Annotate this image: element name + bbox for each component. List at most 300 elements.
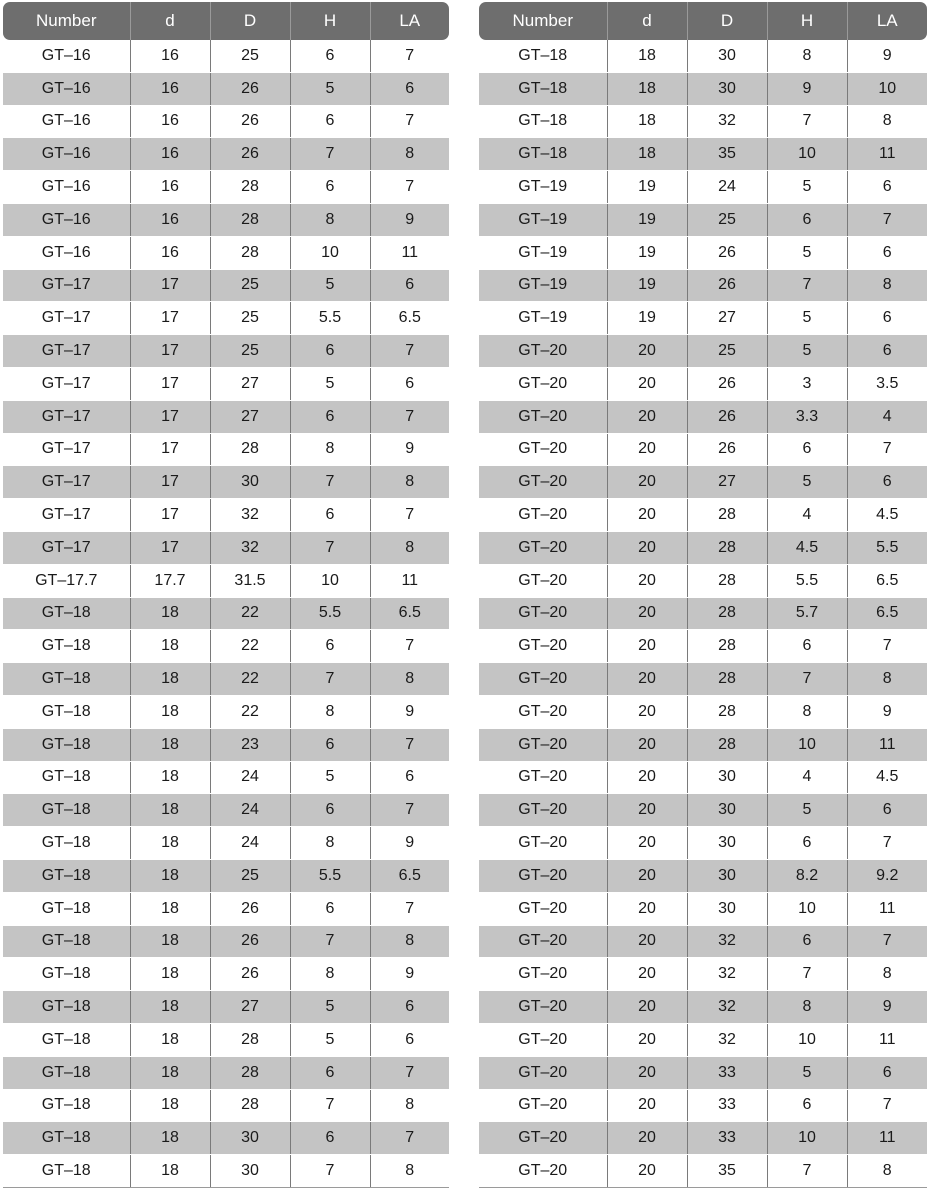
cell-number: GT–19	[479, 269, 607, 302]
cell-d-large: 24	[210, 827, 290, 860]
cell-d-large: 28	[210, 203, 290, 236]
cell-la: 11	[847, 138, 927, 171]
cell-number: GT–20	[479, 367, 607, 400]
cell-h: 6	[767, 433, 847, 466]
cell-la: 6	[370, 1023, 449, 1056]
cell-la: 11	[847, 892, 927, 925]
cell-d-small: 20	[607, 925, 687, 958]
cell-d-small: 20	[607, 335, 687, 368]
table-row	[3, 663, 449, 696]
table-row	[479, 400, 927, 433]
cell-d-large: 30	[210, 466, 290, 499]
cell-d-large: 32	[687, 105, 767, 138]
cell-h: 7	[767, 663, 847, 696]
cell-d-large: 30	[687, 40, 767, 72]
cell-la: 6	[370, 367, 449, 400]
table-row	[3, 499, 449, 532]
cell-d-small: 20	[607, 499, 687, 532]
cell-la: 7	[370, 40, 449, 72]
cell-la: 7	[370, 892, 449, 925]
cell-d-small: 20	[607, 630, 687, 663]
table-row	[479, 761, 927, 794]
cell-d-large: 25	[687, 335, 767, 368]
cell-la: 9	[847, 991, 927, 1024]
cell-la: 7	[847, 1089, 927, 1122]
cell-d-large: 32	[210, 499, 290, 532]
cell-d-small: 20	[607, 564, 687, 597]
table-row	[3, 1089, 449, 1122]
cell-number: GT–16	[3, 171, 130, 204]
cell-d-small: 16	[130, 171, 210, 204]
table-row	[479, 925, 927, 958]
cell-la: 9	[370, 203, 449, 236]
cell-d-small: 16	[130, 105, 210, 138]
cell-d-large: 30	[687, 827, 767, 860]
cell-h: 6	[290, 171, 370, 204]
cell-number: GT–18	[3, 663, 130, 696]
cell-number: GT–20	[479, 859, 607, 892]
cell-number: GT–19	[479, 171, 607, 204]
table-row	[479, 892, 927, 925]
cell-h: 5	[290, 1023, 370, 1056]
table-body-left	[3, 40, 449, 1187]
cell-la: 7	[847, 827, 927, 860]
cell-h: 10	[767, 728, 847, 761]
cell-d-small: 20	[607, 466, 687, 499]
cell-h: 8	[767, 991, 847, 1024]
cell-h: 7	[767, 105, 847, 138]
cell-h: 7	[767, 269, 847, 302]
cell-number: GT–18	[3, 630, 130, 663]
cell-number: GT–20	[479, 958, 607, 991]
cell-d-small: 19	[607, 203, 687, 236]
cell-d-large: 28	[687, 728, 767, 761]
cell-la: 6	[847, 302, 927, 335]
cell-number: GT–20	[479, 597, 607, 630]
cell-d-small: 18	[130, 663, 210, 696]
cell-la: 9	[370, 958, 449, 991]
table-row	[3, 335, 449, 368]
cell-la: 8	[370, 466, 449, 499]
cell-d-large: 28	[687, 564, 767, 597]
cell-h: 6	[290, 630, 370, 663]
cell-h: 8	[290, 958, 370, 991]
table-row	[3, 433, 449, 466]
cell-number: GT–18	[3, 1155, 130, 1188]
cell-number: GT–18	[3, 958, 130, 991]
cell-d-large: 26	[687, 367, 767, 400]
cell-d-large: 28	[687, 597, 767, 630]
cell-la: 11	[847, 1122, 927, 1155]
cell-la: 4.5	[847, 761, 927, 794]
table-row	[479, 138, 927, 171]
cell-number: GT–18	[3, 827, 130, 860]
cell-d-small: 19	[607, 302, 687, 335]
cell-d-large: 30	[210, 1155, 290, 1188]
header-d-small: d	[607, 2, 687, 40]
cell-d-small: 16	[130, 236, 210, 269]
cell-number: GT–18	[479, 72, 607, 105]
cell-number: GT–16	[3, 72, 130, 105]
cell-d-large: 26	[210, 72, 290, 105]
cell-d-small: 17	[130, 302, 210, 335]
table-row	[3, 531, 449, 564]
table-row	[479, 958, 927, 991]
table-row	[479, 302, 927, 335]
cell-number: GT–20	[479, 695, 607, 728]
header-number: Number	[3, 2, 130, 40]
cell-d-large: 32	[687, 991, 767, 1024]
header-h: H	[767, 2, 847, 40]
table-row	[479, 72, 927, 105]
table-row	[3, 728, 449, 761]
cell-number: GT–16	[3, 138, 130, 171]
cell-number: GT–17	[3, 531, 130, 564]
cell-number: GT–20	[479, 892, 607, 925]
cell-la: 8	[847, 269, 927, 302]
table-row	[479, 630, 927, 663]
cell-number: GT–18	[3, 597, 130, 630]
table-row	[479, 1122, 927, 1155]
cell-la: 7	[847, 203, 927, 236]
cell-h: 7	[290, 1089, 370, 1122]
cell-number: GT–16	[3, 40, 130, 72]
cell-h: 5	[290, 367, 370, 400]
cell-d-small: 20	[607, 827, 687, 860]
cell-number: GT–20	[479, 827, 607, 860]
cell-h: 6	[767, 827, 847, 860]
table-row	[3, 925, 449, 958]
cell-d-small: 20	[607, 892, 687, 925]
cell-d-small: 19	[607, 236, 687, 269]
table-row	[3, 72, 449, 105]
cell-number: GT–18	[3, 794, 130, 827]
cell-la: 9	[847, 695, 927, 728]
cell-h: 6	[767, 1089, 847, 1122]
cell-d-small: 20	[607, 433, 687, 466]
cell-d-small: 17	[130, 269, 210, 302]
header-d-small: d	[130, 2, 210, 40]
cell-la: 9	[847, 40, 927, 72]
cell-d-large: 32	[687, 958, 767, 991]
cell-d-large: 28	[210, 171, 290, 204]
cell-d-small: 20	[607, 728, 687, 761]
cell-d-large: 28	[210, 1056, 290, 1089]
cell-d-small: 17	[130, 499, 210, 532]
cell-number: GT–19	[479, 203, 607, 236]
cell-d-large: 27	[210, 991, 290, 1024]
table-row	[479, 728, 927, 761]
cell-d-small: 20	[607, 1122, 687, 1155]
table-row	[3, 794, 449, 827]
cell-number: GT–18	[3, 761, 130, 794]
table-row	[479, 663, 927, 696]
table-row	[3, 859, 449, 892]
cell-d-small: 16	[130, 138, 210, 171]
cell-d-large: 33	[687, 1089, 767, 1122]
header-la: LA	[847, 2, 927, 40]
cell-number: GT–20	[479, 761, 607, 794]
cell-d-small: 20	[607, 695, 687, 728]
cell-h: 7	[290, 663, 370, 696]
cell-d-large: 26	[210, 925, 290, 958]
cell-d-large: 28	[210, 1023, 290, 1056]
cell-number: GT–17	[3, 499, 130, 532]
cell-h: 10	[767, 1122, 847, 1155]
cell-d-small: 18	[130, 728, 210, 761]
cell-h: 5	[767, 171, 847, 204]
cell-d-large: 33	[687, 1056, 767, 1089]
cell-number: GT–20	[479, 433, 607, 466]
cell-d-large: 26	[687, 400, 767, 433]
cell-la: 6	[370, 991, 449, 1024]
cell-number: GT–20	[479, 663, 607, 696]
cell-la: 11	[847, 1023, 927, 1056]
cell-d-small: 18	[130, 892, 210, 925]
cell-d-large: 28	[210, 236, 290, 269]
cell-la: 8	[370, 663, 449, 696]
cell-h: 4	[767, 761, 847, 794]
table-row	[3, 597, 449, 630]
cell-d-small: 16	[130, 72, 210, 105]
cell-d-large: 26	[210, 138, 290, 171]
cell-la: 6.5	[370, 859, 449, 892]
cell-la: 8	[370, 531, 449, 564]
cell-h: 6	[290, 728, 370, 761]
cell-h: 7	[767, 958, 847, 991]
cell-number: GT–16	[3, 105, 130, 138]
table-row	[479, 859, 927, 892]
cell-h: 5	[290, 72, 370, 105]
header-number: Number	[479, 2, 607, 40]
table-header-row	[479, 2, 927, 40]
cell-number: GT–18	[3, 892, 130, 925]
table-row	[3, 827, 449, 860]
cell-number: GT–16	[3, 236, 130, 269]
cell-la: 6	[370, 761, 449, 794]
cell-d-small: 19	[607, 269, 687, 302]
cell-la: 6	[370, 72, 449, 105]
cell-h: 6	[767, 203, 847, 236]
cell-number: GT–20	[479, 630, 607, 663]
cell-la: 6.5	[370, 302, 449, 335]
cell-number: GT–18	[3, 1056, 130, 1089]
cell-h: 5	[767, 302, 847, 335]
cell-la: 10	[847, 72, 927, 105]
cell-number: GT–20	[479, 991, 607, 1024]
cell-la: 8	[847, 663, 927, 696]
cell-la: 4.5	[847, 499, 927, 532]
cell-d-large: 28	[687, 663, 767, 696]
table-row	[479, 466, 927, 499]
cell-d-large: 23	[210, 728, 290, 761]
table-row	[479, 499, 927, 532]
table-row	[3, 203, 449, 236]
table-row	[3, 40, 449, 72]
cell-number: GT–18	[479, 105, 607, 138]
table-row	[479, 1023, 927, 1056]
cell-la: 7	[370, 400, 449, 433]
table-row	[479, 40, 927, 72]
table-row	[3, 892, 449, 925]
cell-h: 6	[767, 925, 847, 958]
cell-la: 5.5	[847, 531, 927, 564]
cell-la: 6.5	[847, 597, 927, 630]
cell-d-small: 20	[607, 1023, 687, 1056]
cell-d-small: 17	[130, 433, 210, 466]
cell-h: 6	[290, 1056, 370, 1089]
cell-d-small: 20	[607, 663, 687, 696]
cell-d-small: 20	[607, 1056, 687, 1089]
table-row	[3, 761, 449, 794]
table-row	[479, 531, 927, 564]
cell-h: 7	[767, 1155, 847, 1188]
cell-d-small: 18	[607, 40, 687, 72]
cell-la: 7	[847, 925, 927, 958]
cell-h: 8	[290, 203, 370, 236]
cell-d-small: 20	[607, 859, 687, 892]
cell-d-large: 24	[210, 761, 290, 794]
cell-la: 8	[370, 1089, 449, 1122]
cell-la: 6	[847, 171, 927, 204]
cell-d-large: 26	[687, 269, 767, 302]
cell-number: GT–18	[3, 991, 130, 1024]
table-row	[479, 433, 927, 466]
cell-d-small: 18	[130, 695, 210, 728]
cell-number: GT–18	[3, 1089, 130, 1122]
cell-d-small: 18	[607, 105, 687, 138]
cell-number: GT–17	[3, 466, 130, 499]
cell-d-small: 20	[607, 958, 687, 991]
cell-d-small: 18	[130, 991, 210, 1024]
cell-d-large: 27	[210, 400, 290, 433]
cell-la: 6.5	[847, 564, 927, 597]
cell-d-large: 30	[687, 761, 767, 794]
table-row	[479, 991, 927, 1024]
cell-d-small: 18	[130, 958, 210, 991]
cell-d-small: 18	[130, 1023, 210, 1056]
table-row	[3, 466, 449, 499]
cell-d-large: 25	[210, 335, 290, 368]
cell-la: 7	[370, 630, 449, 663]
cell-number: GT–20	[479, 335, 607, 368]
cell-number: GT–20	[479, 728, 607, 761]
cell-la: 8	[370, 925, 449, 958]
cell-d-large: 28	[687, 695, 767, 728]
cell-d-small: 18	[130, 597, 210, 630]
cell-la: 6	[370, 269, 449, 302]
cell-number: GT–20	[479, 499, 607, 532]
cell-d-small: 18	[130, 1089, 210, 1122]
cell-h: 5	[767, 794, 847, 827]
cell-d-small: 18	[130, 761, 210, 794]
cell-number: GT–17.7	[3, 564, 130, 597]
cell-h: 5	[290, 761, 370, 794]
cell-la: 6	[847, 335, 927, 368]
cell-la: 9	[370, 827, 449, 860]
table-row	[479, 1089, 927, 1122]
cell-h: 5.5	[290, 597, 370, 630]
cell-d-large: 25	[687, 203, 767, 236]
table-header-row	[3, 2, 449, 40]
cell-d-small: 18	[130, 1155, 210, 1188]
table-row	[479, 236, 927, 269]
cell-number: GT–20	[479, 1089, 607, 1122]
table-row	[3, 236, 449, 269]
cell-la: 7	[370, 171, 449, 204]
cell-d-large: 22	[210, 597, 290, 630]
cell-h: 4	[767, 499, 847, 532]
cell-number: GT–19	[479, 236, 607, 269]
cell-d-large: 26	[210, 105, 290, 138]
cell-d-large: 27	[687, 302, 767, 335]
cell-d-large: 26	[210, 892, 290, 925]
cell-h: 5.5	[767, 564, 847, 597]
cell-d-small: 20	[607, 597, 687, 630]
cell-d-small: 17	[130, 367, 210, 400]
cell-number: GT–20	[479, 531, 607, 564]
cell-la: 11	[847, 728, 927, 761]
cell-d-small: 20	[607, 761, 687, 794]
cell-h: 5	[290, 269, 370, 302]
cell-number: GT–17	[3, 433, 130, 466]
cell-d-large: 30	[687, 892, 767, 925]
cell-number: GT–18	[3, 1122, 130, 1155]
cell-la: 7	[370, 499, 449, 532]
cell-d-small: 18	[130, 1056, 210, 1089]
cell-number: GT–20	[479, 1023, 607, 1056]
cell-h: 8	[290, 827, 370, 860]
table-row	[3, 1122, 449, 1155]
cell-h: 6	[290, 105, 370, 138]
cell-la: 7	[370, 1056, 449, 1089]
cell-h: 5.5	[290, 859, 370, 892]
cell-number: GT–18	[479, 40, 607, 72]
cell-d-small: 16	[130, 203, 210, 236]
cell-number: GT–20	[479, 925, 607, 958]
cell-h: 5	[767, 466, 847, 499]
table-row	[479, 564, 927, 597]
cell-d-small: 17	[130, 531, 210, 564]
cell-d-large: 30	[210, 1122, 290, 1155]
cell-h: 8.2	[767, 859, 847, 892]
cell-h: 9	[767, 72, 847, 105]
cell-d-small: 20	[607, 794, 687, 827]
cell-h: 10	[767, 892, 847, 925]
table-row	[479, 203, 927, 236]
cell-h: 8	[767, 695, 847, 728]
cell-d-large: 28	[687, 531, 767, 564]
cell-d-small: 20	[607, 400, 687, 433]
cell-h: 8	[290, 695, 370, 728]
cell-d-large: 33	[687, 1122, 767, 1155]
cell-d-large: 25	[210, 269, 290, 302]
cell-d-small: 18	[130, 827, 210, 860]
table-row	[479, 335, 927, 368]
cell-number: GT–20	[479, 1155, 607, 1188]
table-row	[3, 1056, 449, 1089]
cell-d-small: 20	[607, 367, 687, 400]
table-row	[3, 564, 449, 597]
cell-la: 7	[847, 630, 927, 663]
table-row	[3, 991, 449, 1024]
cell-number: GT–16	[3, 203, 130, 236]
cell-d-small: 18	[130, 794, 210, 827]
table-row	[3, 302, 449, 335]
table-row	[3, 958, 449, 991]
cell-d-small: 17.7	[130, 564, 210, 597]
cell-la: 3.5	[847, 367, 927, 400]
